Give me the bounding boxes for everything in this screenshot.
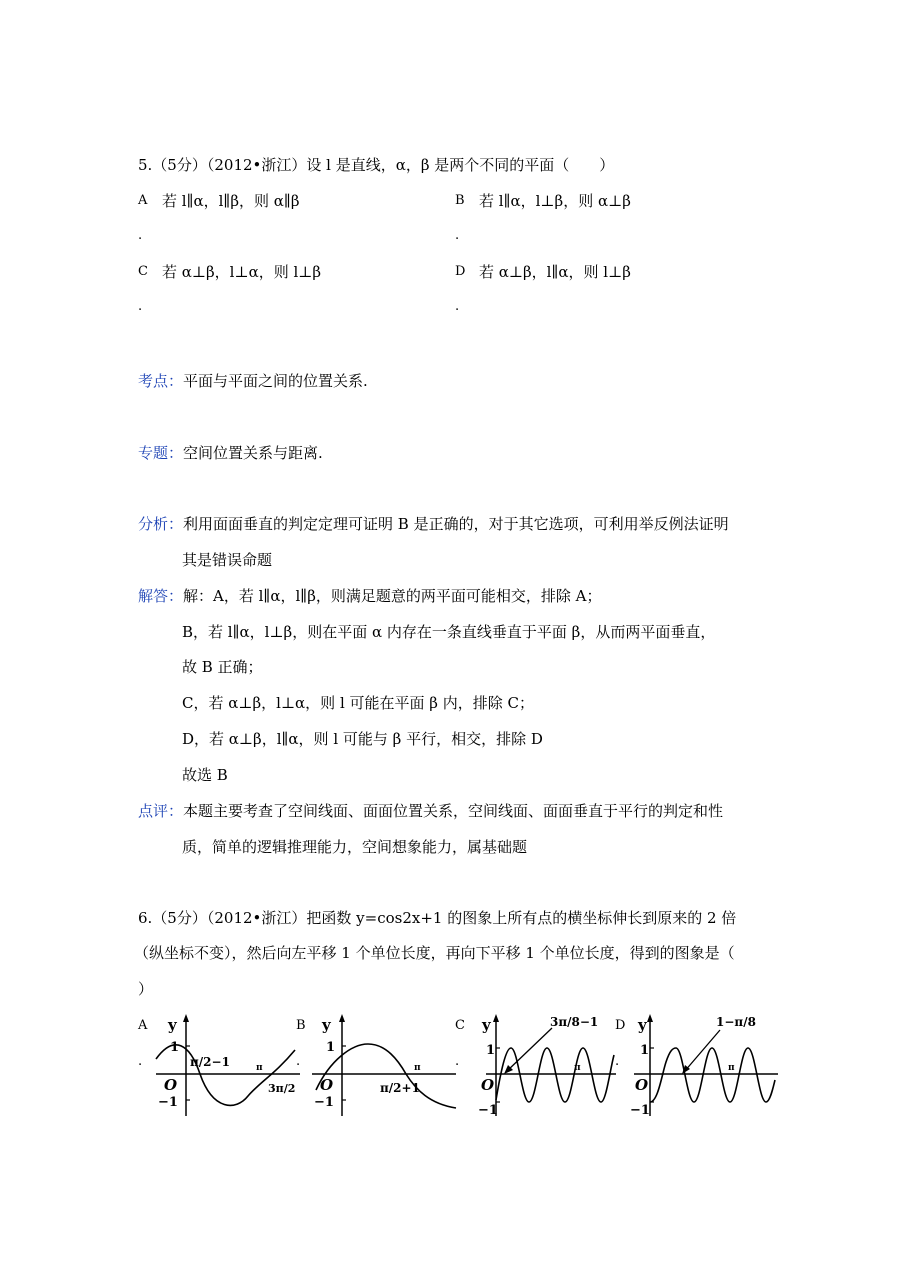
q5-option-d: 若 α⊥β，l∥α，则 l⊥β bbox=[479, 263, 631, 281]
kaodian-text: 平面与平面之间的位置关系. bbox=[183, 372, 368, 390]
zhuanti-label: 专题： bbox=[138, 444, 184, 462]
fig-d-annotation-1: 1−π/8 bbox=[716, 1015, 756, 1029]
fig-b-y-label: y bbox=[322, 1016, 331, 1034]
fenxi-row bbox=[138, 513, 729, 534]
fenxi-text-1: 利用面面垂直的判定定理可证明 B 是正确的，对于其它选项，可利用举反例法证明 bbox=[183, 515, 729, 533]
q5-option-c-letter: C bbox=[138, 264, 148, 279]
q5-option-a-letter: A bbox=[138, 193, 148, 208]
fig-d-pi: π bbox=[728, 1063, 735, 1073]
q6-stem-1: 6.（5分）（2012•浙江）把函数 y=cos2x+1 的图象上所有点的横坐标伸长到原来的 2 倍 bbox=[138, 909, 737, 927]
fig-d-letter: D bbox=[615, 1018, 626, 1033]
fig-b-tick-neg1: −1 bbox=[314, 1095, 334, 1110]
jieda-text-2: B，若 l∥α，l⊥β，则在平面 α 内存在一条直线垂直于平面 β，从而两平面垂直， bbox=[182, 623, 716, 641]
fig-d-tick-neg1: −1 bbox=[630, 1103, 650, 1118]
fig-a-letter: A bbox=[138, 1018, 148, 1033]
fenxi-label: 分析： bbox=[138, 515, 184, 533]
fig-d-curve bbox=[650, 1048, 775, 1102]
fig-c-pi: π bbox=[574, 1063, 581, 1073]
fig-a-annotation-2: 3π/2 bbox=[268, 1082, 296, 1095]
figure-b bbox=[306, 1010, 466, 1120]
kaodian-label: 考点： bbox=[138, 372, 184, 390]
fig-d-dot: . bbox=[615, 1054, 620, 1069]
zhuanti-row bbox=[138, 442, 323, 463]
fig-a-tick-1: 1 bbox=[170, 1040, 180, 1055]
q5-stem: 5.（5分）（2012•浙江）设 l 是直线，α，β 是两个不同的平面（ ） bbox=[138, 156, 615, 174]
fig-c-dot: . bbox=[455, 1054, 460, 1069]
q5-option-a-dot: . bbox=[138, 228, 143, 243]
jieda-text-1: 解：A，若 l∥α，l∥β，则满足题意的两平面可能相交，排除 A； bbox=[183, 587, 602, 605]
jieda-text-6: 故选 B bbox=[182, 766, 228, 784]
q5-option-c: 若 α⊥β，l⊥α，则 l⊥β bbox=[162, 263, 322, 281]
fig-b-curve bbox=[316, 1044, 456, 1108]
q5-option-b: 若 l∥α，l⊥β，则 α⊥β bbox=[479, 192, 631, 210]
fig-a-origin: O bbox=[164, 1076, 178, 1094]
q5-option-c-dot: . bbox=[138, 299, 143, 314]
fig-b-tick-1: 1 bbox=[326, 1040, 336, 1055]
fig-a-annotation-1: π/2−1 bbox=[190, 1055, 230, 1069]
fig-c-tick-neg1: −1 bbox=[478, 1103, 498, 1118]
fig-a-pi: π bbox=[256, 1063, 263, 1073]
dianping-text-1: 本题主要考查了空间线面、面面位置关系，空间线面、面面垂直于平行的判定和性 bbox=[183, 802, 724, 820]
fig-c-curve bbox=[496, 1048, 614, 1102]
q5-option-d-dot: . bbox=[455, 299, 460, 314]
q6-stem-2: （纵坐标不变），然后向左平移 1 个单位长度，再向下平移 1 个单位长度，得到的图象是（ bbox=[134, 944, 735, 962]
fig-c-annotation-1: 3π/8−1 bbox=[550, 1015, 599, 1029]
figure-c bbox=[466, 1010, 626, 1120]
fig-b-pi: π bbox=[414, 1063, 421, 1073]
fig-a-dot: . bbox=[138, 1054, 143, 1069]
dianping-text-2: 质，简单的逻辑推理能力，空间想象能力，属基础题 bbox=[182, 838, 528, 856]
fig-b-origin: O bbox=[320, 1076, 334, 1094]
fig-d-y-label: y bbox=[638, 1016, 647, 1034]
q5-option-b-letter: B bbox=[455, 193, 465, 208]
jieda-row bbox=[138, 585, 601, 606]
figure-a bbox=[150, 1010, 310, 1120]
fig-c-tick-1: 1 bbox=[486, 1043, 496, 1058]
zhuanti-text: 空间位置关系与距离. bbox=[183, 444, 323, 462]
kaodian-row bbox=[138, 370, 368, 391]
q5-option-a: 若 l∥α，l∥β，则 α∥β bbox=[162, 192, 300, 210]
fig-a-tick-neg1: −1 bbox=[158, 1095, 178, 1110]
fenxi-text-2: 其是错误命题 bbox=[182, 551, 273, 569]
fig-d-tick-1: 1 bbox=[640, 1043, 650, 1058]
fig-c-y-label: y bbox=[482, 1016, 491, 1034]
jieda-text-4: C，若 α⊥β，l⊥α，则 l 可能在平面 β 内，排除 C； bbox=[182, 694, 534, 712]
q5-option-d-letter: D bbox=[455, 264, 466, 279]
dianping-row bbox=[138, 800, 723, 821]
figure-d bbox=[628, 1010, 788, 1120]
fig-b-letter: B bbox=[296, 1018, 306, 1033]
fig-b-annotation-1: π/2+1 bbox=[380, 1081, 420, 1095]
q5-option-b-dot: . bbox=[455, 228, 460, 243]
fig-d-origin: O bbox=[635, 1076, 649, 1094]
fig-a-y-label: y bbox=[168, 1016, 177, 1034]
fig-c-origin: O bbox=[481, 1076, 495, 1094]
jieda-text-3: 故 B 正确； bbox=[182, 658, 263, 676]
jieda-text-5: D，若 α⊥β，l∥α，则 l 可能与 β 平行，相交，排除 D bbox=[182, 730, 543, 748]
q6-stem-3: ） bbox=[138, 980, 154, 998]
jieda-label: 解答： bbox=[138, 587, 184, 605]
dianping-label: 点评： bbox=[138, 802, 184, 820]
fig-b-dot: . bbox=[296, 1054, 301, 1069]
fig-c-letter: C bbox=[455, 1018, 465, 1033]
